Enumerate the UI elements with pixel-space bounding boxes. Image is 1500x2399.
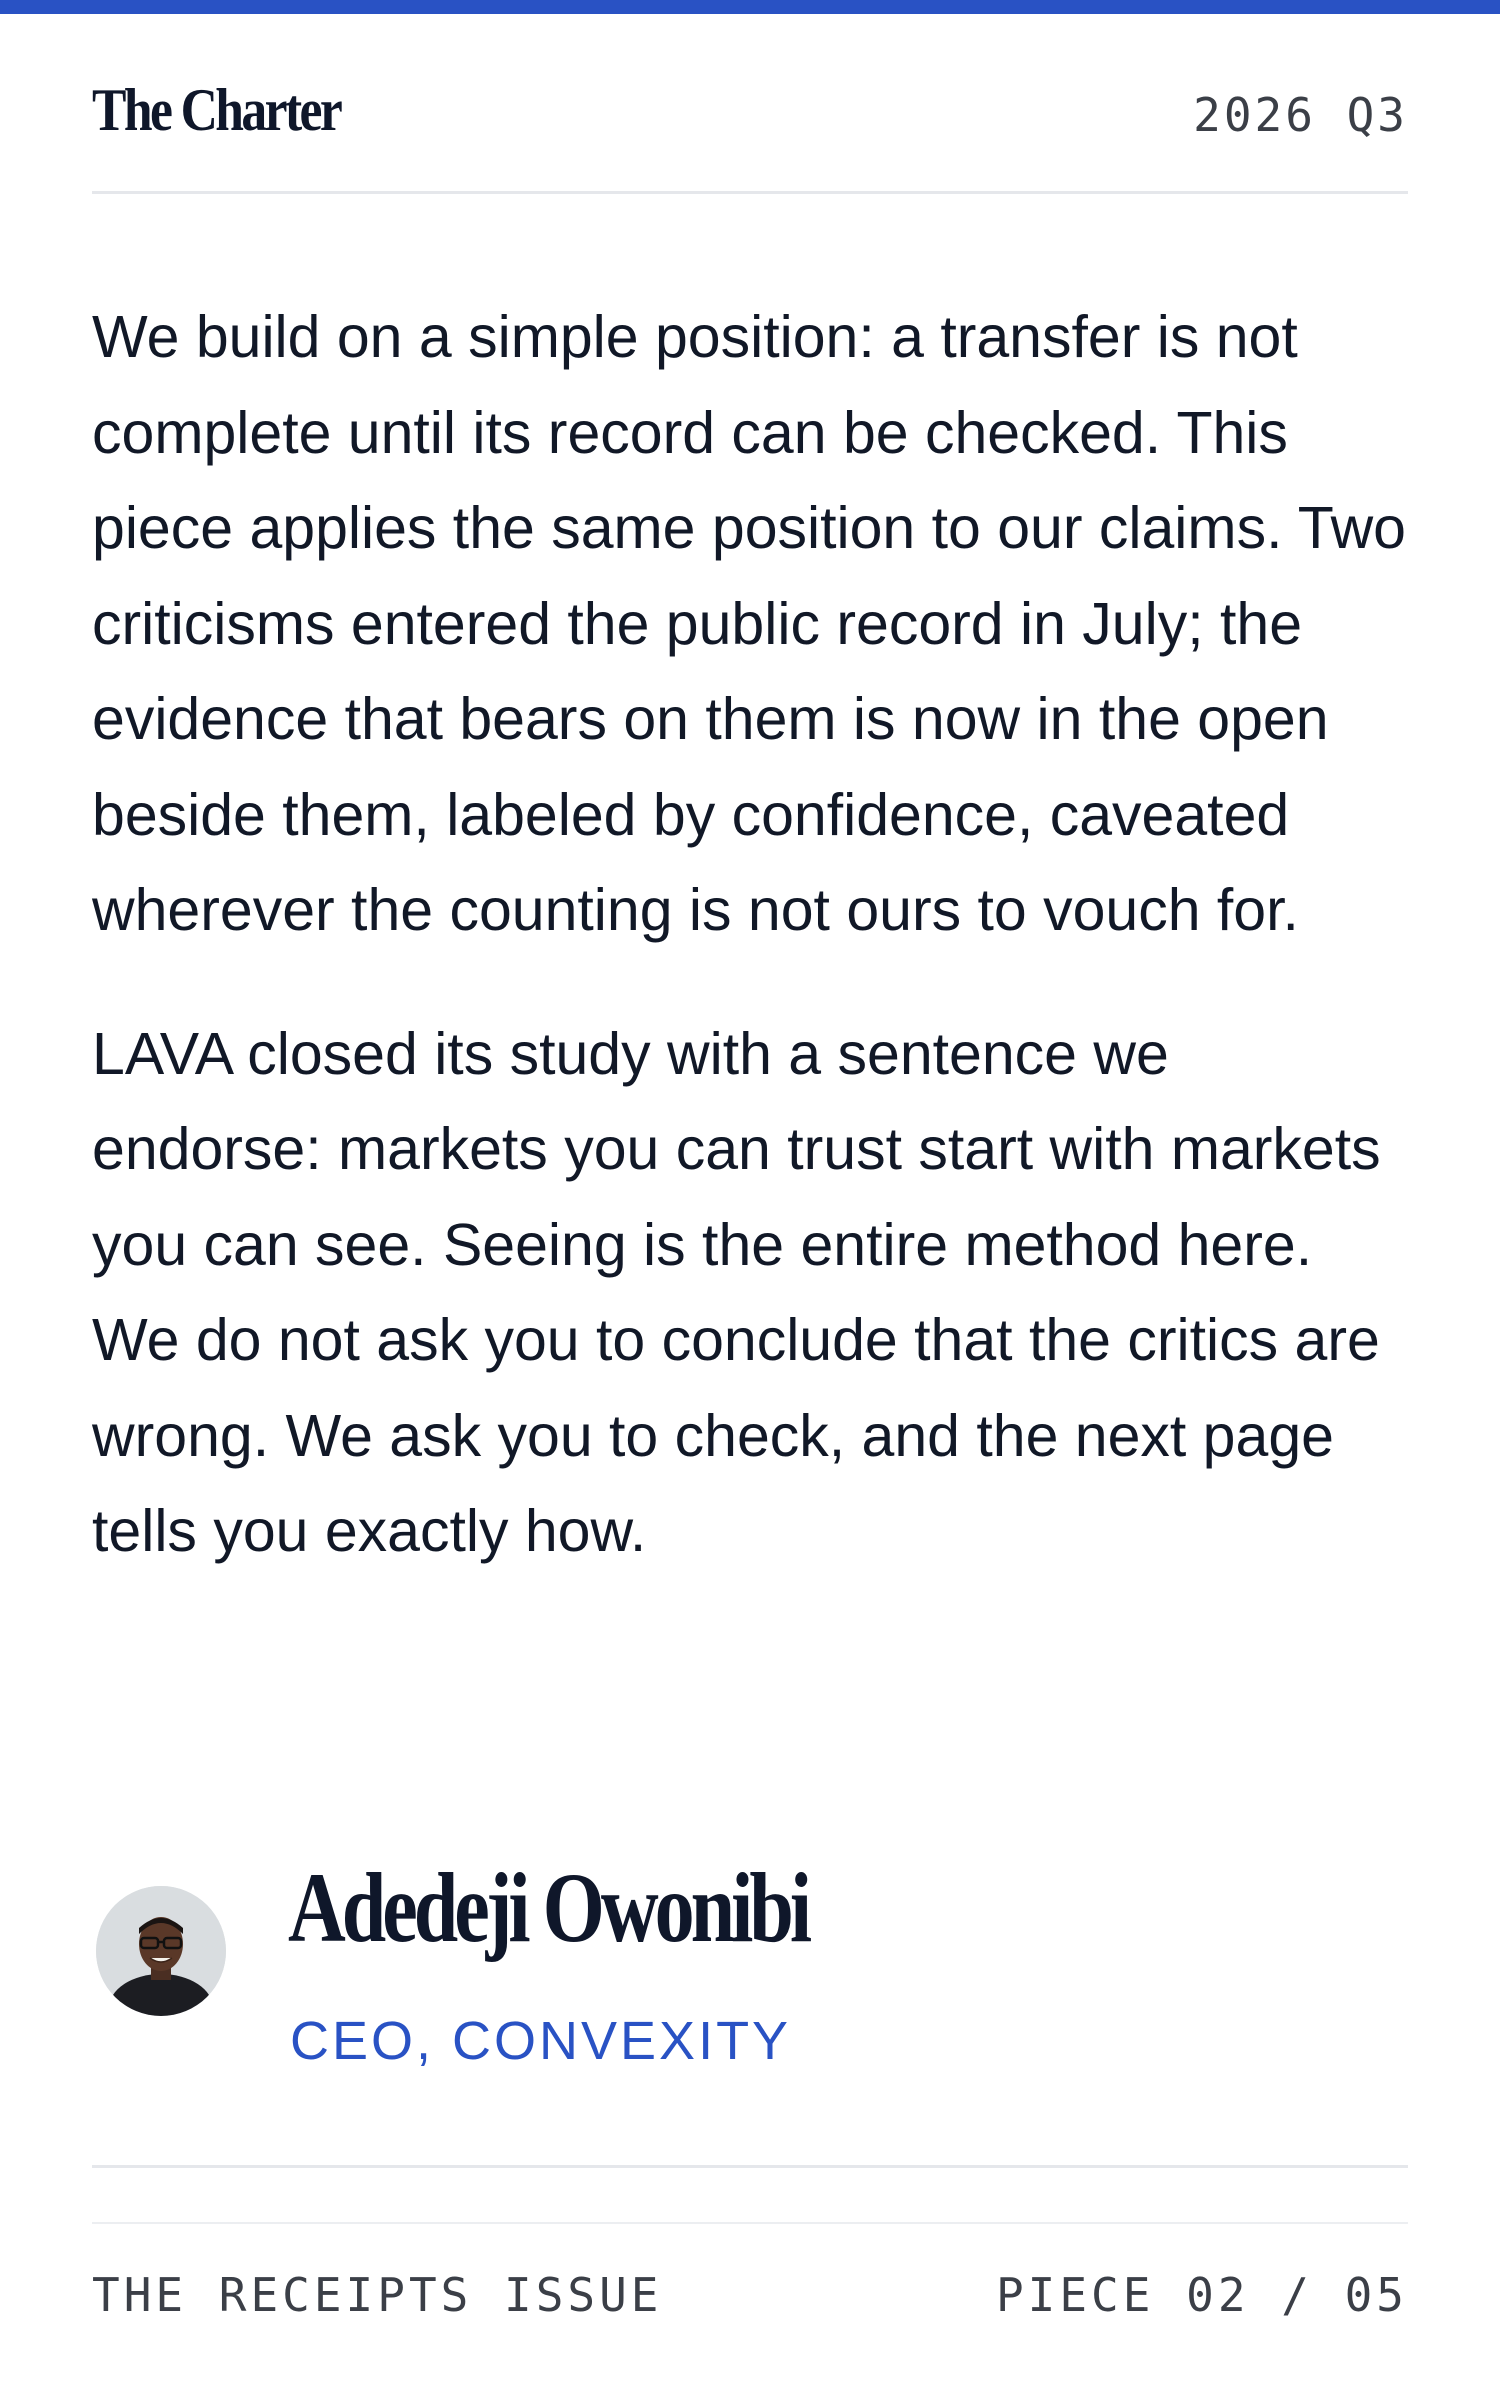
top-accent-bar [0,0,1500,14]
paragraph: LAVA closed its study with a sentence we endorse: markets you can trust start with markets you can see. Seeing is the entire method here. We do not ask you to conclude that the critics are wrong. We ask you to check, and the next page tells you exactly how. [92,1020,1381,1564]
author-role: CEO, CONVEXITY [290,2011,792,2071]
masthead [92,70,1408,158]
footer-divider [92,2165,1408,2168]
person-portrait-icon [96,1886,226,2016]
publication-logo: The Charter [92,77,341,143]
article-body [92,290,1408,1628]
edition-label: 2026 Q3 [1193,88,1408,142]
page-footer [92,2268,1408,2332]
footer-divider-secondary [92,2222,1408,2224]
author-avatar [96,1886,226,2016]
paragraph: We build on a simple position: a transfer is not complete until its record can be checked. This piece applies the same position to our claims. Two criticisms entered the public record in July; the evidence that bears on them is now in the open beside them, labeled by confidence, caveated wherever the counting is not ours to vouch for. [92,304,1406,943]
author-name: Adedeji Owonibi [288,1852,809,1963]
piece-counter: PIECE 02 / 05 [995,2268,1408,2322]
header-divider [92,191,1408,194]
issue-title: THE RECEIPTS ISSUE [92,2268,663,2322]
author-signature [92,1850,1408,2090]
